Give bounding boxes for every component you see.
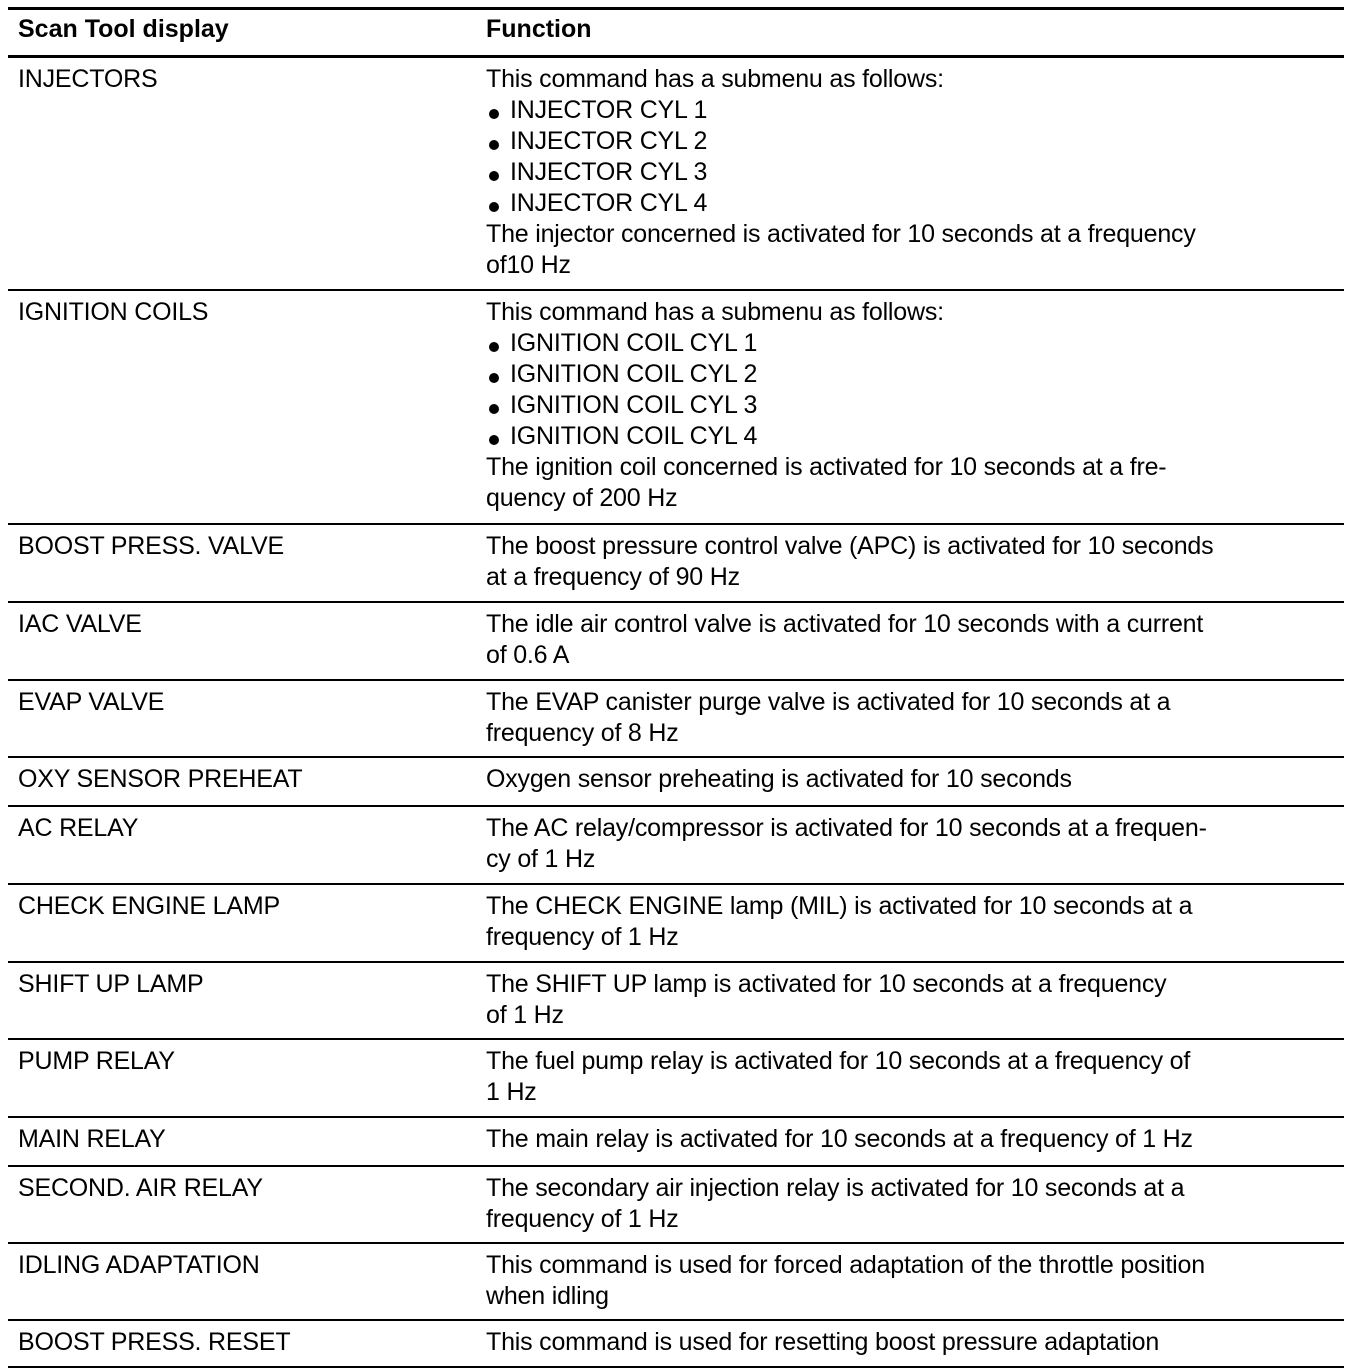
function-text: This command is used for forced adaptation of the throttle position when idling: [486, 1251, 1205, 1310]
table-row: [8, 807, 1344, 885]
header-scan-tool-display: Scan Tool display: [18, 15, 229, 43]
function-text: The main relay is activated for 10 seconds at a frequency of 1 Hz: [486, 1125, 1193, 1153]
function-text: The CHECK ENGINE lamp (MIL) is activated for 10 seconds at a frequency of 1 Hz: [486, 892, 1193, 951]
table-body: [8, 58, 1344, 1368]
submenu-intro: This command has a submenu as follows:: [486, 298, 944, 326]
table-row: [8, 963, 1344, 1040]
submenu-item: INJECTOR CYL 1: [486, 95, 1344, 126]
function-text: Oxygen sensor preheating is activated for 10 seconds: [486, 765, 1072, 793]
submenu-list: [486, 95, 1344, 219]
submenu-item: INJECTOR CYL 3: [486, 157, 1344, 188]
function-cell: [484, 1321, 1344, 1366]
table-row: [8, 1167, 1344, 1244]
function-cell: [484, 1167, 1344, 1242]
scan-tool-display-cell: BOOST PRESS. VALVE: [18, 532, 284, 560]
scan-tool-display-cell: IGNITION COILS: [18, 298, 209, 326]
function-text: The EVAP canister purge valve is activated for 10 seconds at a frequency of 8 Hz: [486, 688, 1171, 747]
function-cell: [484, 525, 1344, 601]
scan-tool-display-cell: CHECK ENGINE LAMP: [18, 892, 280, 920]
submenu-item: IGNITION COIL CYL 1: [486, 328, 1344, 359]
table-row: [8, 758, 1344, 807]
table-row: [8, 525, 1344, 603]
scan-tool-display-cell: MAIN RELAY: [18, 1125, 166, 1153]
function-text: The idle air control valve is activated for 10 seconds with a current of 0.6 A: [486, 610, 1204, 669]
table-row: [8, 1321, 1344, 1368]
function-text: The injector concerned is activated for 10 seconds at a frequency of10 Hz: [486, 220, 1196, 279]
scan-tool-display-cell: SHIFT UP LAMP: [18, 970, 204, 998]
scan-tool-display-cell: BOOST PRESS. RESET: [18, 1328, 291, 1356]
function-cell: [484, 963, 1344, 1038]
function-cell: [484, 681, 1344, 756]
scan-tool-display-cell: AC RELAY: [18, 814, 139, 842]
table-row: [8, 291, 1344, 525]
function-cell: [484, 807, 1344, 883]
submenu-item: INJECTOR CYL 2: [486, 126, 1344, 157]
function-text: The fuel pump relay is activated for 10 seconds at a frequency of 1 Hz: [486, 1047, 1191, 1106]
function-cell: [484, 885, 1344, 961]
submenu-item: IGNITION COIL CYL 2: [486, 359, 1344, 390]
scan-tool-display-cell: OXY SENSOR PREHEAT: [18, 765, 303, 793]
function-cell: [484, 1118, 1344, 1165]
scan-tool-display-cell: IAC VALVE: [18, 610, 142, 638]
function-text: The SHIFT UP lamp is activated for 10 seconds at a frequency of 1 Hz: [486, 970, 1167, 1029]
scan-tool-commands-table: [8, 7, 1344, 1368]
submenu-item: IGNITION COIL CYL 4: [486, 421, 1344, 452]
function-text: The ignition coil concerned is activated for 10 seconds at a fre- quency of 200 Hz: [486, 453, 1167, 512]
table-row: [8, 681, 1344, 758]
scan-tool-display-cell: PUMP RELAY: [18, 1047, 175, 1075]
scan-tool-display-cell: SECOND. AIR RELAY: [18, 1174, 263, 1202]
function-text: The boost pressure control valve (APC) is activated for 10 seconds at a frequency of 90 Hz: [486, 532, 1214, 591]
function-cell: [484, 58, 1344, 289]
submenu-item: IGNITION COIL CYL 3: [486, 390, 1344, 421]
scan-tool-display-cell: EVAP VALVE: [18, 688, 165, 716]
table-row: [8, 1244, 1344, 1321]
table-row: [8, 1040, 1344, 1118]
scan-tool-display-cell: IDLING ADAPTATION: [18, 1251, 260, 1279]
function-cell: [484, 758, 1344, 805]
submenu-intro: This command has a submenu as follows:: [486, 65, 944, 93]
function-text: The AC relay/compressor is activated for 10 seconds at a frequen- cy of 1 Hz: [486, 814, 1207, 873]
header-function: Function: [486, 15, 592, 43]
scan-tool-display-cell: INJECTORS: [18, 65, 158, 93]
submenu-list: [486, 328, 1344, 452]
table-header: [8, 10, 1344, 58]
table-row: [8, 603, 1344, 681]
table-row: [8, 885, 1344, 963]
table-row: [8, 1118, 1344, 1167]
function-cell: [484, 1040, 1344, 1116]
function-text: This command is used for resetting boost pressure adaptation: [486, 1328, 1160, 1356]
submenu-item: INJECTOR CYL 4: [486, 188, 1344, 219]
function-cell: [484, 603, 1344, 679]
function-text: The secondary air injection relay is activated for 10 seconds at a frequency of 1 Hz: [486, 1174, 1185, 1233]
function-cell: [484, 291, 1344, 523]
table-row: [8, 58, 1344, 291]
function-cell: [484, 1244, 1344, 1319]
